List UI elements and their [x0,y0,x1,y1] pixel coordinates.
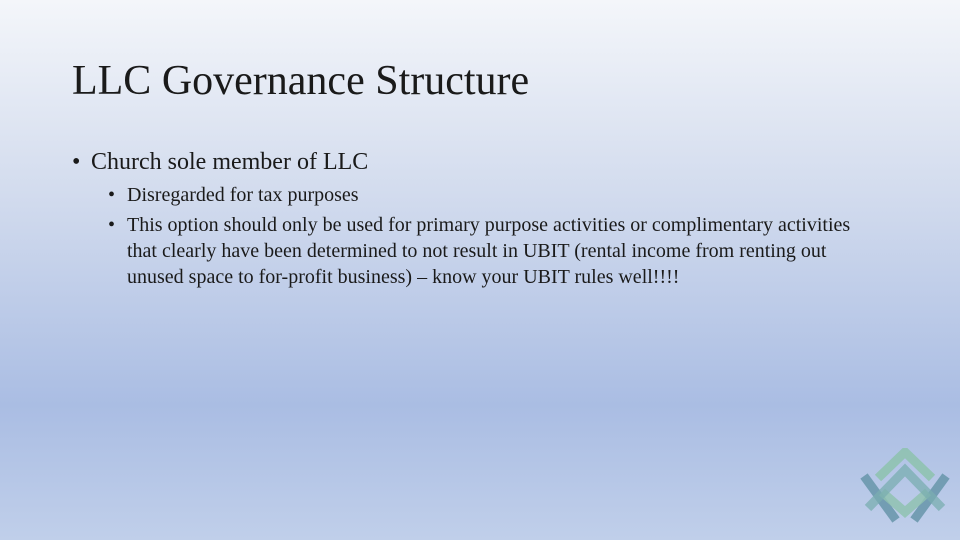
bullet-list [72,146,872,294]
diamond-lattice-logo-icon [860,448,950,526]
sub-bullet-disregarded: • Disregarded for tax purposes [108,182,872,208]
bullet-level1: • Church sole member of LLC [72,146,872,178]
slide-title: LLC Governance Structure [72,58,530,104]
sub-bullet-option-note: • This option should only be used for primary purpose activities or complimentary activities that clearly have been determined to not result in UBIT (rental income from renting out unused space to for-profit business) – know your UBIT rules well!!!! [108,212,872,290]
sub-bullet-list [108,182,872,290]
